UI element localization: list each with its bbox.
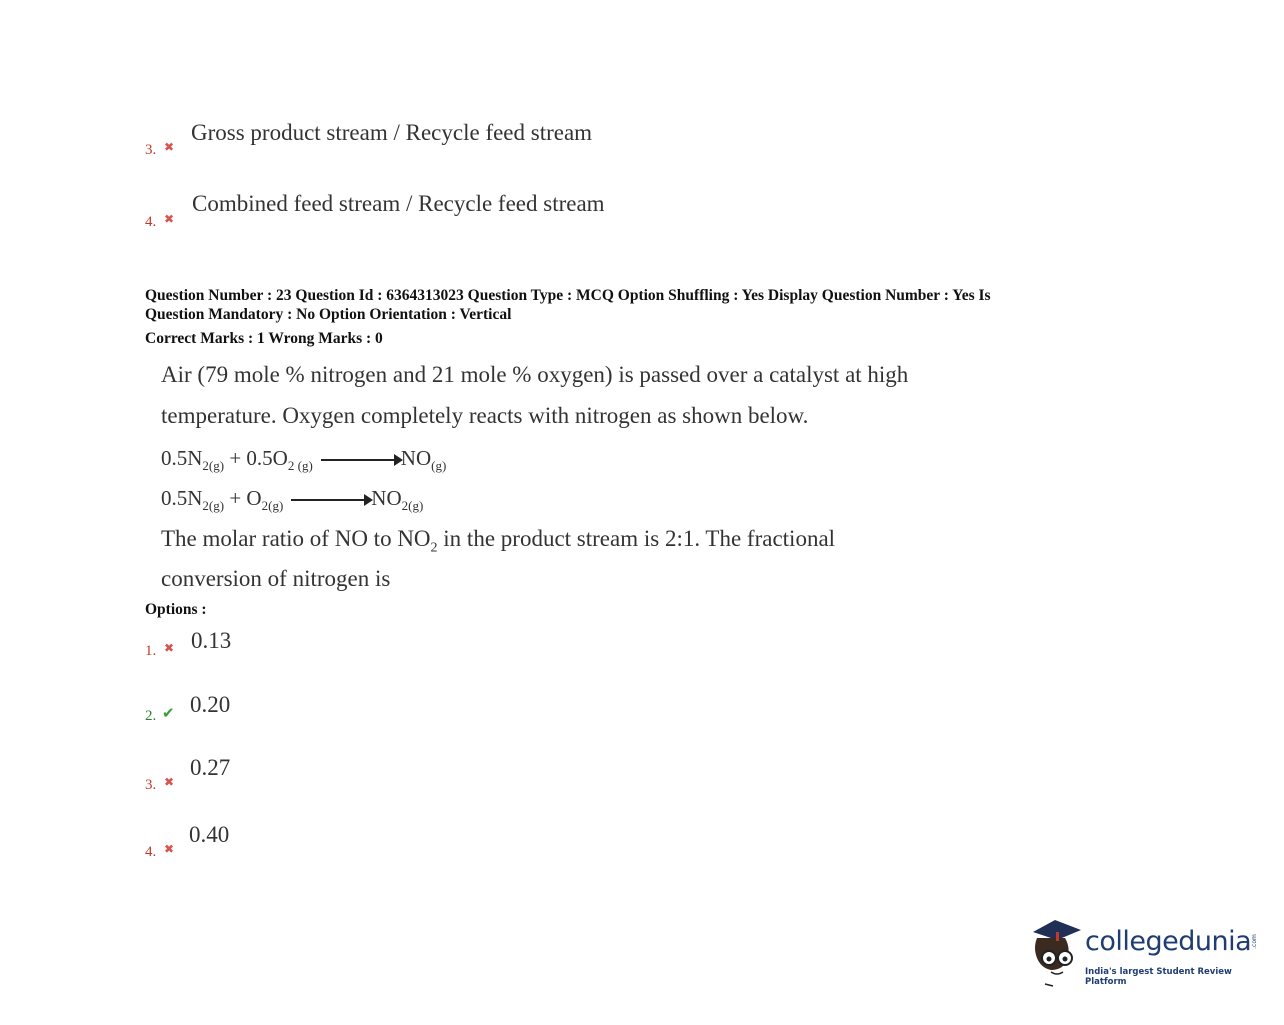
- marks-line: Correct Marks : 1 Wrong Marks : 0: [145, 330, 383, 347]
- option-number: 1.: [145, 643, 157, 659]
- question-meta-line: Question Mandatory : No Option Orientation : Vertical: [145, 306, 512, 323]
- options-label: Options :: [145, 601, 207, 618]
- option-text: 0.40: [189, 822, 230, 847]
- reaction-arrow-icon: [291, 499, 371, 501]
- question-text: conversion of nitrogen is: [161, 566, 391, 591]
- cross-icon: ✖: [164, 140, 175, 154]
- question-text: temperature. Oxygen completely reacts with nitrogen as shown below.: [161, 403, 809, 428]
- cross-icon: ✖: [164, 212, 175, 226]
- question-meta-line: Question Number : 23 Question Id : 6364313023 Question Type : MCQ Option Shuffling : Yes Display Question Number : Yes Is: [145, 287, 991, 304]
- cross-icon: ✖: [164, 775, 175, 789]
- option-number: 4.: [145, 844, 157, 860]
- cross-icon: ✖: [164, 842, 175, 856]
- brand-name: collegedunia: [1085, 926, 1252, 957]
- option-number: 3.: [145, 142, 157, 158]
- cross-icon: ✖: [164, 641, 175, 655]
- collegedunia-logo: [1025, 918, 1265, 988]
- option-text: Gross product stream / Recycle feed stream: [191, 120, 593, 145]
- option-number: 2.: [145, 708, 157, 724]
- brand-suffix: .com: [1250, 934, 1258, 949]
- option-text: 0.13: [191, 628, 232, 653]
- option-number: 4.: [145, 214, 157, 230]
- reaction-arrow-icon: [321, 459, 401, 461]
- equation-1: $0.5N_{2(g)} + 0.5O_{2 (g)}$ $NO_{(g)}$: [161, 446, 447, 474]
- question-text: The molar ratio of NO to $NO_2$ in the product stream is 2:1. The fractional: [161, 526, 836, 556]
- option-text: Combined feed stream / Recycle feed stream: [192, 191, 605, 216]
- option-text: 0.20: [190, 692, 231, 717]
- mascot-icon: [1025, 918, 1085, 988]
- check-icon: ✔: [162, 704, 175, 722]
- brand-tagline: India's largest Student Review Platform: [1085, 967, 1232, 987]
- option-text: 0.27: [190, 755, 231, 780]
- option-number: 3.: [145, 777, 157, 793]
- equation-2: $0.5N_{2(g)} + O_{2(g)}$ $NO_{2(g)}$: [161, 486, 424, 514]
- question-text: Air (79 mole % nitrogen and 21 mole % oxygen) is passed over a catalyst at high: [161, 362, 909, 387]
